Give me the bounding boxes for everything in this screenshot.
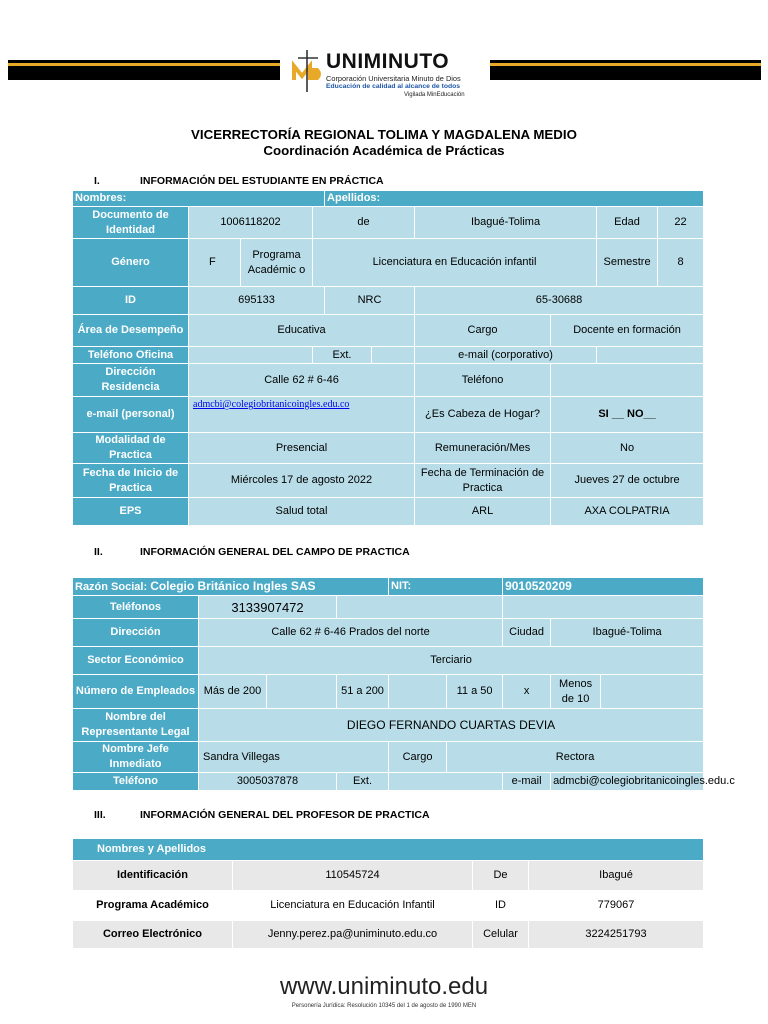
cargo-label: Cargo: [415, 315, 551, 347]
email-personal-link[interactable]: admcbi@colegiobritanicoingles.edu.co: [193, 399, 350, 410]
empleados-mark-3: x: [503, 675, 551, 709]
edad-label: Edad: [597, 207, 658, 239]
nombres-profesor-label: Nombres y Apellidos: [73, 839, 704, 861]
footer-url: www.uniminuto.edu: [279, 973, 489, 1000]
eps-label: EPS: [73, 498, 189, 526]
remuneracion-label: Remuneración/Mes: [415, 433, 551, 464]
practice-site-table: [72, 577, 735, 791]
logo-emblem-icon: [290, 48, 326, 96]
cabeza-hogar-label: ¿Es Cabeza de Hogar?: [415, 397, 551, 433]
telefono-value: [551, 364, 704, 397]
fecha-terminacion-label: Fecha de Terminación de Practica: [415, 464, 551, 498]
ext-label: Ext.: [313, 347, 372, 364]
correo-value: Jenny.perez.pa@uniminuto.edu.co: [233, 921, 473, 949]
semestre-value: 8: [658, 239, 704, 287]
section-2-title: INFORMACIÓN GENERAL DEL CAMPO DE PRACTICA: [140, 546, 410, 558]
programa-value: Licenciatura en Educación infantil: [313, 239, 597, 287]
telefonos-extra-2: [503, 596, 704, 619]
empleados-11-50: 11 a 50: [447, 675, 503, 709]
direccion-campo-value: Calle 62 # 6-46 Prados del norte: [199, 619, 503, 647]
section-2-heading: [94, 546, 410, 558]
document-title: VICERRECTORÍA REGIONAL TOLIMA Y MAGDALENA MEDIO: [191, 127, 577, 142]
telefono-label: Teléfono: [415, 364, 551, 397]
document-subtitle: Coordinación Académica de Prácticas: [263, 143, 505, 158]
razon-social-value: Colegio Británico Ingles SAS: [150, 578, 316, 593]
empleados-label: Número de Empleados: [73, 675, 199, 709]
direccion-label: Dirección Residencia: [73, 364, 189, 397]
ciudad-value: Ibagué-Tolima: [551, 619, 704, 647]
email-personal-label: e-mail (personal): [73, 397, 189, 433]
direccion-value: Calle 62 # 6-46: [189, 364, 415, 397]
section-3-title: INFORMACIÓN GENERAL DEL PROFESOR DE PRACTICA: [140, 809, 430, 821]
telefonos-extra: [337, 596, 503, 619]
programa-label: Programa Académic o: [241, 239, 313, 287]
arl-label: ARL: [415, 498, 551, 526]
documento-value: 1006118202: [189, 207, 313, 239]
programa-profesor-label: Programa Académico: [73, 891, 233, 921]
section-1-title: INFORMACIÓN DEL ESTUDIANTE EN PRÁCTICA: [140, 175, 384, 187]
empleados-51-200: 51 a 200: [337, 675, 389, 709]
programa-profesor-value: Licenciatura en Educación Infantil: [233, 891, 473, 921]
area-value: Educativa: [189, 315, 415, 347]
ext-campo-label: Ext.: [337, 773, 389, 791]
logo-name: UNIMINUTO: [326, 50, 450, 73]
section-1-heading: [94, 175, 384, 187]
apellidos-label: Apellidos:: [325, 191, 704, 207]
uniminuto-logo: [288, 44, 484, 102]
footer-legal: Personería Jurídica: Resolución 10345 del 1 de agosto de 1990 MEN: [291, 1003, 477, 1009]
empleados-mark-4: [601, 675, 704, 709]
celular-value: 3224251793: [529, 921, 704, 949]
area-label: Área de Desempeño: [73, 315, 189, 347]
email-corporativo-value: [597, 347, 704, 364]
direccion-campo-label: Dirección: [73, 619, 199, 647]
eps-value: Salud total: [189, 498, 415, 526]
ciudad-label: Ciudad: [503, 619, 551, 647]
id-value: 695133: [189, 287, 325, 315]
logo-subtitle: Corporación Universitaria Minuto de Dios: [326, 74, 461, 83]
logo-slogan: Educación de calidad al alcance de todos: [326, 83, 461, 90]
nrc-label: NRC: [325, 287, 415, 315]
fecha-inicio-label: Fecha de Inicio de Practica: [73, 464, 189, 498]
section-2-number: II.: [94, 546, 103, 558]
remuneracion-value: No: [551, 433, 704, 464]
representante-value: DIEGO FERNANDO CUARTAS DEVIA: [199, 709, 704, 742]
sector-label: Sector Económico: [73, 647, 199, 675]
section-1-number: I.: [94, 175, 100, 187]
de-label: de: [313, 207, 415, 239]
empleados-menos-10: Menos de 10: [551, 675, 601, 709]
professor-info-table: [72, 838, 704, 949]
id-profesor-label: ID: [473, 891, 529, 921]
documento-label: Documento de Identidad: [73, 207, 189, 239]
de-profesor-value: Ibagué: [529, 861, 704, 891]
representante-label: Nombre del Representante Legal: [73, 709, 199, 742]
de-profesor-label: De: [473, 861, 529, 891]
razon-social-label: Razón Social:: [75, 580, 148, 593]
telefono-campo-label: Teléfono: [73, 773, 199, 791]
correo-label: Correo Electrónico: [73, 921, 233, 949]
genero-label: Género: [73, 239, 189, 287]
telefono-oficina-label: Teléfono Oficina: [73, 347, 189, 364]
ext-campo-value: [389, 773, 503, 791]
empleados-mark-2: [389, 675, 447, 709]
id-label: ID: [73, 287, 189, 315]
cargo-value: Docente en formación: [551, 315, 704, 347]
telefono-campo-value: 3005037878: [199, 773, 337, 791]
identificacion-value: 110545724: [233, 861, 473, 891]
nrc-value: 65-30688: [415, 287, 704, 315]
email-personal-cell: [189, 397, 415, 433]
header-bar-right: [490, 60, 761, 80]
edad-value: 22: [658, 207, 704, 239]
identificacion-label: Identificación: [73, 861, 233, 891]
telefonos-label: Teléfonos: [73, 596, 199, 619]
modalidad-label: Modalidad de Practica: [73, 433, 189, 464]
nit-value: 9010520209: [503, 578, 704, 596]
empleados-mas-200: Más de 200: [199, 675, 267, 709]
jefe-label: Nombre Jefe Inmediato: [73, 742, 199, 773]
celular-label: Celular: [473, 921, 529, 949]
section-3-number: III.: [94, 809, 106, 821]
logo-vigilada: Vigilada MinEducación: [404, 92, 465, 98]
email-campo-value: admcbi@colegiobritanicoingles.edu.c: [551, 773, 704, 791]
cabeza-hogar-value: SI __ NO__: [551, 397, 704, 433]
header-bar-left: [8, 60, 280, 80]
student-info-table: [72, 190, 704, 526]
empleados-mark-1: [267, 675, 337, 709]
jefe-value: Sandra Villegas: [199, 742, 389, 773]
section-3-heading: [94, 809, 430, 821]
modalidad-value: Presencial: [189, 433, 415, 464]
documento-city: Ibagué-Tolima: [415, 207, 597, 239]
telefono-oficina-value: [189, 347, 313, 364]
fecha-terminacion-value: Jueves 27 de octubre: [551, 464, 704, 498]
jefe-cargo-value: Rectora: [447, 742, 704, 773]
genero-value: F: [189, 239, 241, 287]
fecha-inicio-value: Miércoles 17 de agosto 2022: [189, 464, 415, 498]
razon-social-cell: [73, 578, 389, 596]
semestre-label: Semestre: [597, 239, 658, 287]
ext-value: [372, 347, 415, 364]
arl-value: AXA COLPATRIA: [551, 498, 704, 526]
jefe-cargo-label: Cargo: [389, 742, 447, 773]
sector-value: Terciario: [199, 647, 704, 675]
telefonos-value: 3133907472: [199, 596, 337, 619]
email-campo-label: e-mail: [503, 773, 551, 791]
nit-label: NIT:: [389, 578, 503, 596]
nombres-label: Nombres:: [73, 191, 325, 207]
id-profesor-value: 779067: [529, 891, 704, 921]
email-corporativo-label: e-mail (corporativo): [415, 347, 597, 364]
